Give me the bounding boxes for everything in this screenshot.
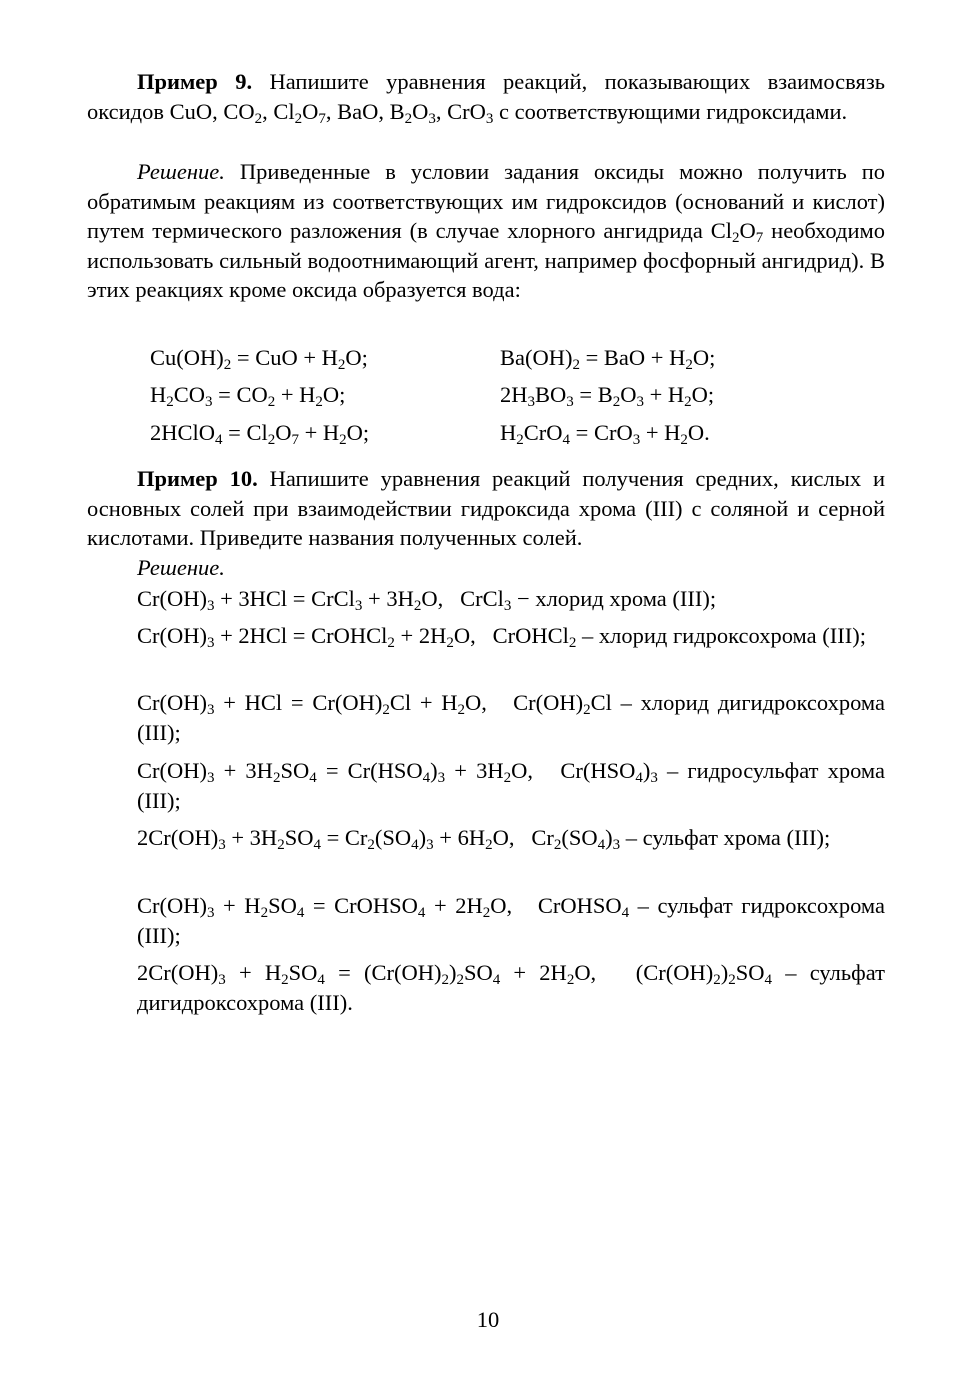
reaction-3: $Cr(OH)_3$ + HCl = $Cr(OH)_2Cl + H_2O$, $Cr(OH)_2Cl$ – хлорид дигидроксохрома (III); (137, 690, 885, 745)
example-9-solution: Решение. Приведенные в условии задания оксиды можно получить по обратимым реакциям из соответствующих им гидроксидов (оснований и кислот) путем термического разложения (в случае хлорного ангидрида $Cl_2O_7$ необходимо использовать сильный водоотнимающий агент, например фосфорный ангидрид). В этих реакциях кроме оксида образуется вода: (87, 159, 885, 302)
example-10-solution-label-line (137, 553, 885, 583)
salt-name-5: сульфат хрома (III); (642, 825, 831, 850)
equation-baoh2: $Ba(OH)_2$ = BaO + $H_2O$; (500, 345, 716, 373)
example-9-solution-text-2: необходимо использовать сильный водоотнимающий агент, например фосфорный ангидрид). В этих реакциях кроме оксида образуется вода: (87, 218, 885, 302)
salt-name-2: хлорид гидроксохрома (III); (598, 623, 866, 648)
salt-name-4: гидросульфат хрома (III); (137, 758, 885, 813)
equation-hclo4: 2HClO$_4$ = $Cl_2O_7 + H_2O$; (150, 420, 370, 448)
example-9-task: Пример 9. Напишите уравнения реакций, показывающих взаимосвязь оксидов CuO, $CO_2$, $Cl_2O_7$, BaO, $B_2O_3$, CrO$_3$ с соответствующими гидроксидами. (87, 69, 885, 127)
equation-h3bo3: $2H_3BO_3 = B_2O_3 + H_2O$; (500, 382, 715, 410)
example-10-task (87, 464, 885, 553)
equation-cuoh2: $Cu(OH)_2$ = CuO + $H_2O$; (150, 345, 368, 373)
example-10-solution-label: Решение. (137, 555, 225, 580)
example-10-label: Пример 10. (137, 466, 258, 491)
example-9-solution-label: Решение. (137, 159, 225, 184)
salt-name-7: сульфат дигидроксохрома (III). (137, 960, 885, 1015)
example-10-task-text: Напишите уравнения реакций получения средних, кислых и основных солей при взаимодействии гидроксида хрома (III) с соляной и серной кислотами. Приведите названия полученных солей. (87, 466, 885, 550)
salt-name-6: сульфат гидроксохрома (III); (137, 893, 885, 948)
reaction-2: $Cr(OH)_3 + 2HCl$ = CrOHCl$_2$ + $2H_2O$, CrOHCl$_2$ – хлорид гидроксохрома (III); (137, 623, 866, 651)
example-9-label: Пример 9. (137, 69, 253, 94)
example-9-solution-text: Приведенные в условии задания оксиды можно получить по обратимым реакциям из соответствующих им гидроксидов (оснований и кислот) путем термического разложения (в случае хлорного ангидрида Cl (87, 159, 885, 243)
example-9-task-text: Напишите уравнения реакций, показывающих взаимосвязь оксидов CuO, CO (87, 69, 885, 124)
example-9-task-end: с соответствующими гидроксидами. (493, 98, 848, 124)
reaction-7: $2Cr(OH)_3 + H_2SO_4 = (Cr(OH)_2)_2SO_4 + 2H_2O$, $(Cr(OH)_2)_2SO_4$ – сульфат дигидроксохрома (III). (137, 960, 885, 1015)
equation-h2cro4: $H_2CrO_4 = CrO_3 + H_2O$. (500, 420, 710, 448)
reaction-1: $Cr(OH)_3 + 3HCl$ = CrCl$_3$ + $3H_2O$, CrCl$_3$ − хлорид хрома (III); (137, 586, 717, 614)
reaction-5: $2Cr(OH)_3 + 3H_2SO_4 = Cr_2(SO_4)_3 + 6H_2O$, $Cr_2(SO_4)_3$ – сульфат хрома (III); (137, 825, 831, 853)
page-number: 10 (476, 1307, 500, 1332)
reaction-4: $Cr(OH)_3 + 3H_2SO_4 = Cr(HSO_4)_3 + 3H_2O$, $Cr(HSO_4)_3$ – гидросульфат хрома (III); (137, 758, 885, 813)
equation-h2co3: $H_2CO_3 = CO_2 + H_2O$; (150, 382, 346, 410)
salt-name-3: хлорид дигидроксохрома (III); (137, 690, 885, 745)
salt-name-1: хлорид хрома (III); (535, 586, 717, 611)
reaction-6: $Cr(OH)_3 + H_2SO_4$ = CrOHSO$_4$ + $2H_2O$, CrOHSO$_4$ – сульфат гидроксохрома (III); (137, 893, 885, 948)
